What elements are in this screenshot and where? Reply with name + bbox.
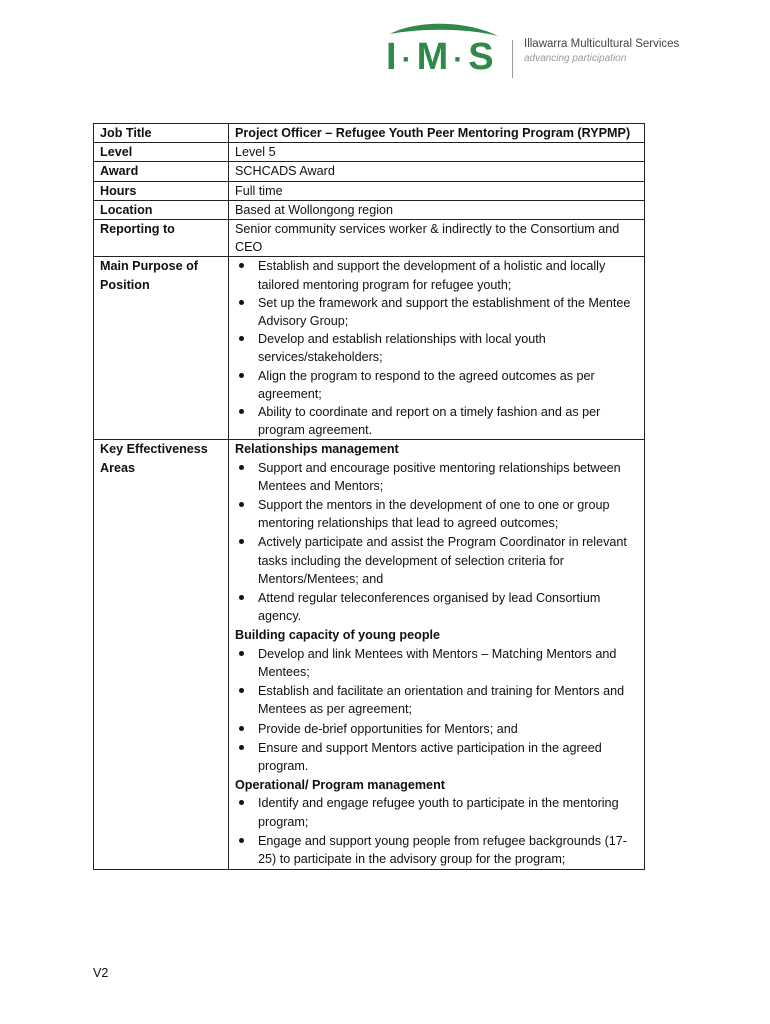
row-label — [94, 257, 229, 440]
job-title-value: Project Officer – Refugee Youth Peer Mentoring Program (RYPMP) — [229, 124, 645, 143]
kea-list — [235, 459, 638, 626]
table-row — [94, 200, 645, 219]
row-label: Award — [94, 162, 229, 181]
logo-divider — [512, 40, 513, 78]
list-item: Set up the framework and support the establishment of the Mentee Advisory Group; — [235, 294, 638, 330]
logo-letter: I — [386, 36, 398, 78]
row-label-line: Main Purpose of — [100, 259, 198, 274]
table-row — [94, 220, 645, 257]
list-item: Ability to coordinate and report on a timely fashion and as per program agreement. — [235, 403, 638, 439]
table-row — [94, 181, 645, 200]
ims-logo — [386, 22, 686, 78]
list-item: Attend regular teleconferences organised by lead Consortium agency. — [235, 589, 638, 625]
award-value: SCHCADS Award — [229, 162, 645, 181]
table-row — [94, 143, 645, 162]
kea-value — [229, 440, 645, 870]
row-label: Location — [94, 200, 229, 219]
hours-value: Full time — [229, 181, 645, 200]
section-heading: Relationships management — [235, 442, 399, 457]
row-label-line: Areas — [100, 460, 136, 475]
reporting-value: Senior community services worker & indirectly to the Consortium and CEO — [229, 220, 645, 257]
table-row — [94, 124, 645, 143]
list-item: Develop and establish relationships with local youth services/stakeholders; — [235, 330, 638, 366]
logo-letter: M — [416, 36, 450, 78]
row-label: Job Title — [94, 124, 229, 143]
logo-org-name: Illawarra Multicultural Services — [524, 38, 680, 50]
list-item: Identify and engage refugee youth to participate in the mentoring program; — [235, 794, 638, 830]
logo-tagline: advancing participation — [524, 53, 627, 64]
table-row — [94, 440, 645, 870]
logo-letters — [386, 36, 495, 79]
purpose-list — [235, 257, 638, 439]
level-value: Level 5 — [229, 143, 645, 162]
table-row — [94, 162, 645, 181]
version-label: V2 — [93, 966, 109, 980]
list-item: Support the mentors in the development of one to one or group mentoring relationships that lead to agreed outcomes; — [235, 496, 638, 532]
list-item: Establish and support the development of a holistic and locally tailored mentoring program for refugee youth; — [235, 257, 638, 293]
row-label-line: Position — [100, 277, 150, 292]
logo-dot-icon: · — [453, 43, 465, 76]
job-description-table — [93, 123, 645, 870]
logo-letter: S — [468, 36, 495, 78]
section-heading: Operational/ Program management — [235, 778, 445, 793]
location-value: Based at Wollongong region — [229, 200, 645, 219]
list-item: Ensure and support Mentors active participation in the agreed program. — [235, 739, 638, 775]
section-heading: Building capacity of young people — [235, 628, 441, 643]
list-item: Actively participate and assist the Program Coordinator in relevant tasks including the development of selection criteria for Mentors/Mentees; and — [235, 533, 638, 588]
purpose-value — [229, 257, 645, 440]
kea-list — [235, 794, 638, 868]
row-label: Hours — [94, 181, 229, 200]
row-label — [94, 440, 229, 870]
row-label: Level — [94, 143, 229, 162]
list-item: Provide de-brief opportunities for Mentors; and — [235, 720, 638, 738]
list-item: Engage and support young people from refugee backgrounds (17-25) to participate in the advisory group for the program; — [235, 832, 638, 868]
list-item: Align the program to respond to the agreed outcomes as per agreement; — [235, 367, 638, 403]
row-label-line: Key Effectiveness — [100, 442, 208, 457]
kea-list — [235, 645, 638, 775]
row-label: Reporting to — [94, 220, 229, 257]
logo-dot-icon: · — [401, 43, 413, 76]
list-item: Support and encourage positive mentoring relationships between Mentees and Mentors; — [235, 459, 638, 495]
table-row — [94, 257, 645, 440]
list-item: Develop and link Mentees with Mentors – Matching Mentors and Mentees; — [235, 645, 638, 681]
list-item: Establish and facilitate an orientation and training for Mentors and Mentees as per agreement; — [235, 682, 638, 718]
